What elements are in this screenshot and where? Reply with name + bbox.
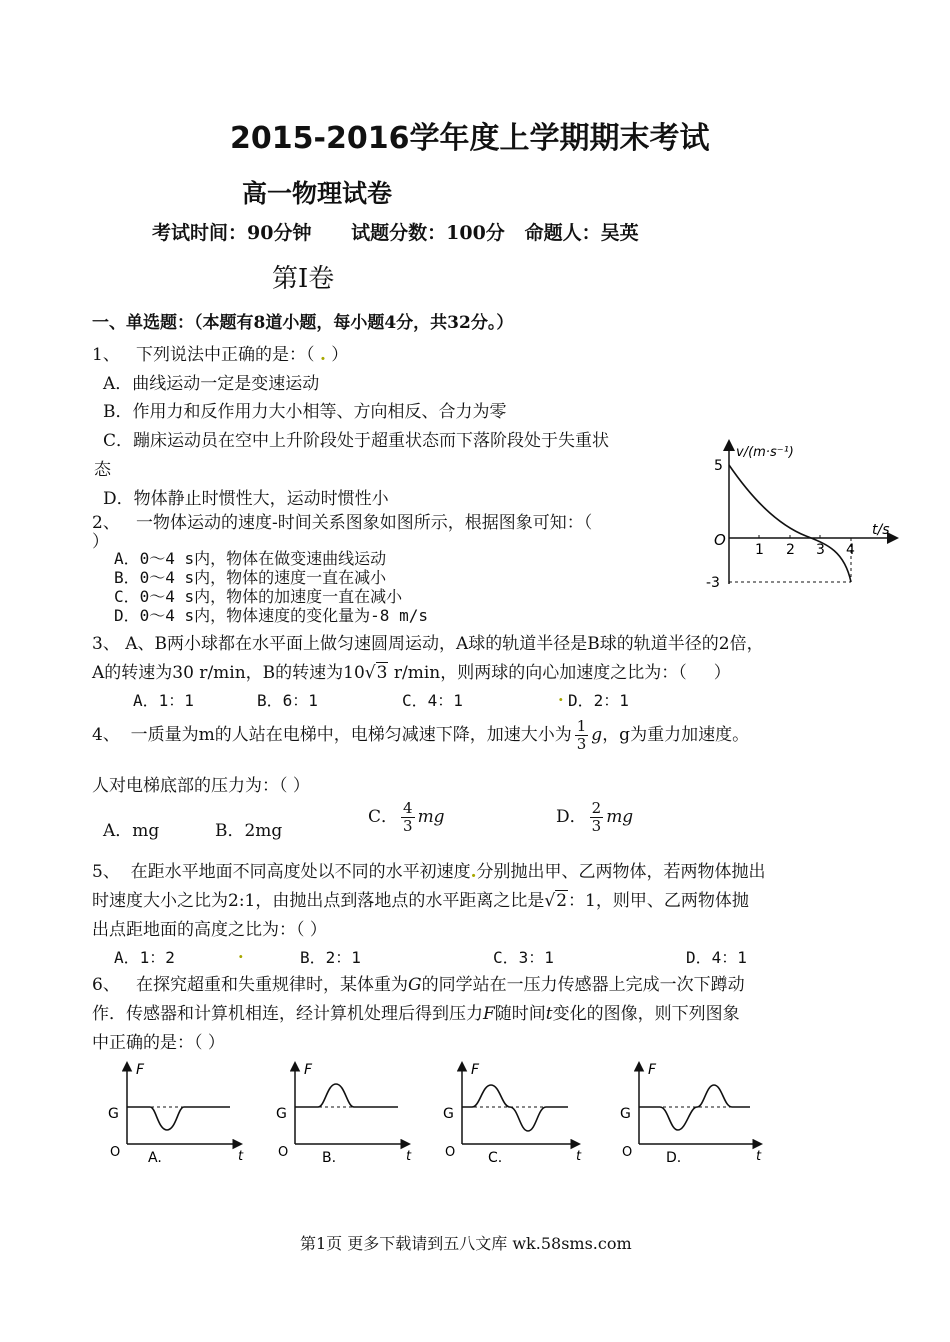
q2-stem-end: ） xyxy=(92,532,109,552)
q4-line2: 人对电梯底部的压力为：（ ） xyxy=(92,776,310,796)
q1-option-a: A．曲线运动一定是变速运动 xyxy=(103,374,320,394)
section-heading: 一、单选题：（本题有8道小题，每小题4分，共32分。） xyxy=(92,313,514,333)
marker-dot: . xyxy=(319,345,326,365)
paper-subtitle: 高一物理试卷 xyxy=(242,179,393,208)
q5-option-c: C．3：1 xyxy=(493,948,554,967)
q6-graph-a xyxy=(108,1062,244,1166)
q3-option-a: A．1：1 xyxy=(133,691,194,710)
velocity-curve xyxy=(729,465,851,582)
force-curve xyxy=(462,1085,568,1131)
q1-stem: 1、 下列说法中正确的是：（ . ） xyxy=(92,345,349,365)
force-curve xyxy=(639,1085,750,1130)
q1-option-d: D．物体静止时惯性大，运动时惯性小 xyxy=(103,489,389,509)
svg-text:O: O xyxy=(278,1145,289,1160)
svg-text:G: G xyxy=(108,1106,119,1122)
q3-sqrt-value: 3 xyxy=(376,663,388,683)
svg-text:O: O xyxy=(445,1145,456,1160)
force-curve xyxy=(127,1107,230,1130)
q4-option-c: C． $\frac{4}{3}$ mg xyxy=(368,799,445,835)
q3-option-d: D．2：1 xyxy=(568,691,629,710)
q5-line2: 时速度大小之比为2:1，由抛出点到落地点的水平距离之比是√2：1，则甲、乙两物体抛 xyxy=(92,891,749,911)
q2-option-d: D．0～4 s内，物体速度的变化量为-8 m/s xyxy=(114,606,428,625)
q3-option-b: B．6：1 xyxy=(257,691,318,710)
q6-line3: 中正确的是：（ ） xyxy=(92,1033,225,1053)
q4-fraction: $\frac{1}{3}$ xyxy=(576,717,587,753)
t-axis-label: t/s xyxy=(872,522,890,538)
q2-option-a: A．0～4 s内，物体在做变速曲线运动 xyxy=(114,549,387,568)
svg-text:G: G xyxy=(443,1106,454,1122)
q5-line1: 5、 在距水平地面不同高度处以不同的水平初速度.分别抛出甲、乙两物体，若两物体抛出 xyxy=(92,862,766,882)
q2-vt-graph xyxy=(696,432,906,594)
y-tick-5: 5 xyxy=(714,458,723,474)
q3-line1: 3、 A、B两小球都在水平面上做匀速圆周运动，A球的轨道半径是B球的轨道半径的2倍， xyxy=(92,634,764,654)
svg-text:O: O xyxy=(110,1145,121,1160)
svg-text:t: t xyxy=(406,1149,412,1164)
x-tick-1: 1 xyxy=(755,542,764,558)
q6-graph-d xyxy=(620,1062,762,1166)
q5-line3: 出点距地面的高度之比为：（ ） xyxy=(92,920,327,940)
q4-stem: 4、 一质量为m的人站在电梯中，电梯匀减速下降，加速大小为 $\frac{1}{3}$ g，g为重力加速度。 xyxy=(92,717,750,753)
graph-a-label: A. xyxy=(148,1150,162,1166)
y-tick-minus3: -3 xyxy=(706,575,720,591)
svg-text:F: F xyxy=(304,1062,313,1078)
v-axis-label: v/(m·s⁻¹) xyxy=(736,445,794,460)
marker-dot: . xyxy=(238,943,244,962)
q3-option-c: C．4：1 xyxy=(402,691,463,710)
q4-option-d: D． $\frac{2}{3}$ mg xyxy=(556,799,634,835)
svg-text:G: G xyxy=(276,1106,287,1122)
svg-text:t: t xyxy=(756,1149,762,1164)
x-tick-2: 2 xyxy=(786,542,795,558)
q5-option-d: D．4：1 xyxy=(686,948,747,967)
svg-text:t: t xyxy=(576,1149,582,1164)
q6-line1: 6、 在探究超重和失重规律时，某体重为G的同学站在一压力传感器上完成一次下蹲动 xyxy=(92,975,745,995)
q6-line2: 作．传感器和计算机相连，经计算机处理后得到压力F随时间t变化的图像，则下列图象 xyxy=(92,1004,740,1024)
svg-text:G: G xyxy=(620,1106,631,1122)
q2-option-b: B．0～4 s内，物体的速度一直在减小 xyxy=(114,568,387,587)
exam-info: 考试时间：90分钟 试题分数：100分 命题人：吴英 xyxy=(152,222,639,244)
q3-line2: A的转速为30 r/min，B的转速为10√3 r/min，则两球的向心加速度之比为：（ ） xyxy=(92,663,731,683)
q2-option-c: C．0～4 s内，物体的加速度一直在减小 xyxy=(114,587,403,606)
q1-option-c-cont: 态 xyxy=(94,460,111,480)
q4-option-a: A．mg xyxy=(103,821,160,841)
svg-text:F: F xyxy=(471,1062,480,1078)
graph-c-label: C. xyxy=(488,1150,503,1166)
x-tick-3: 3 xyxy=(816,542,825,558)
marker-dot: . xyxy=(558,686,564,705)
q4-option-b: B．2mg xyxy=(215,821,283,841)
svg-text:t: t xyxy=(238,1149,244,1164)
q5-option-a: A．1：2 xyxy=(114,948,175,967)
svg-text:F: F xyxy=(648,1062,657,1078)
page-footer: 第1页 更多下载请到五八文库 wk.58sms.com xyxy=(300,1234,632,1253)
svg-text:O: O xyxy=(622,1145,633,1160)
volume-label: 第Ⅰ卷 xyxy=(272,264,335,294)
q2-stem: 2、 一物体运动的速度-时间关系图象如图所示，根据图象可知：（ xyxy=(92,513,593,533)
svg-text:F: F xyxy=(136,1062,145,1078)
q1-option-c: C．蹦床运动员在空中上升阶段处于超重状态而下落阶段处于失重状 xyxy=(103,431,610,451)
q1-option-b: B．作用力和反作用力大小相等、方向相反、合力为零 xyxy=(103,402,507,422)
q6-graph-b xyxy=(276,1062,412,1166)
q6-force-graphs xyxy=(100,1058,780,1170)
force-curve xyxy=(295,1084,398,1107)
graph-d-label: D. xyxy=(666,1150,682,1166)
q6-graph-c xyxy=(443,1062,582,1166)
graph-b-label: B. xyxy=(322,1150,337,1166)
x-tick-4: 4 xyxy=(846,542,855,558)
q5-option-b: B．2：1 xyxy=(300,948,361,967)
exam-title: 2015-2016学年度上学期期末考试 xyxy=(230,121,710,156)
origin-label: O xyxy=(714,531,726,549)
